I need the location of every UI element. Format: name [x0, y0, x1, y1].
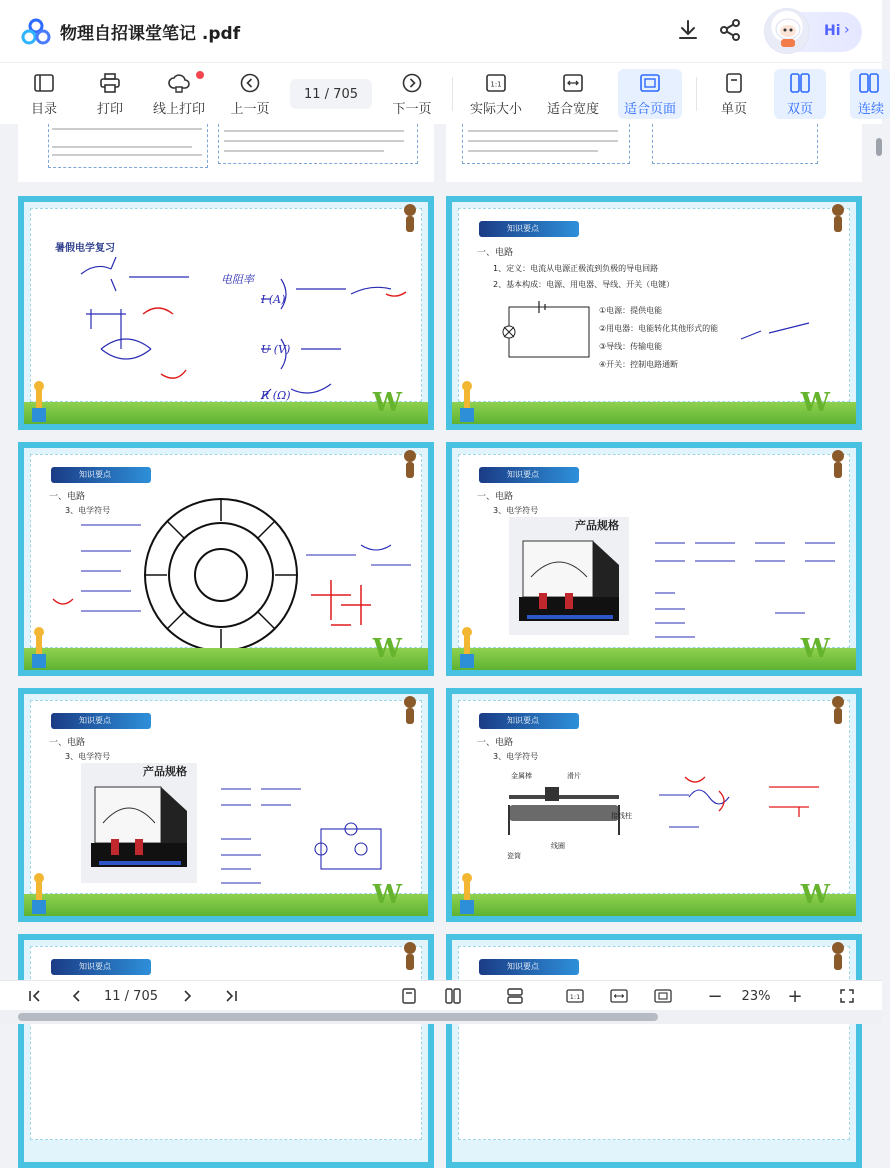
toolbar [0, 62, 885, 124]
partial-page-left [18, 124, 434, 182]
heading: 一、电路 [477, 248, 514, 258]
section-tag: 知识要点 [479, 467, 579, 483]
first-page-icon [28, 989, 42, 1003]
slide-page [18, 442, 434, 676]
continuous-label: 连续 [858, 101, 885, 117]
fit-width-icon [562, 72, 584, 94]
brand-logo: W [372, 388, 402, 418]
actual-size-small-button[interactable] [564, 981, 586, 1011]
fit-page-label: 适合页面 [623, 101, 676, 117]
chevron-left-icon [71, 989, 83, 1003]
text-line: 1、定义：电流从电源正极流到负极的导电回路 [493, 264, 659, 273]
single-page-button[interactable] [712, 63, 756, 125]
giraffe-decoration [454, 380, 480, 424]
subheading: 3、电学符号 [65, 506, 111, 515]
svg-text:电阻率: 电阻率 [221, 273, 254, 286]
plus-icon: + [787, 985, 803, 1007]
double-page-icon [445, 988, 461, 1004]
heading: 一、电路 [49, 492, 86, 502]
brand-logo: W [800, 880, 830, 910]
text-line: ②用电器：电能转化其他形式的能 [599, 324, 719, 333]
continuous-small-button[interactable] [504, 981, 526, 1011]
prev-page-button[interactable] [228, 63, 272, 125]
continuous-scroll-icon [507, 988, 523, 1004]
subheading: 3、电学符号 [493, 752, 539, 761]
text-line: ④开关：控制电路通断 [599, 360, 679, 369]
double-page-button[interactable] [774, 69, 826, 119]
fullscreen-icon [840, 989, 854, 1003]
monkey-decoration [400, 448, 420, 488]
vertical-scroll-thumb[interactable] [876, 138, 882, 156]
giraffe-decoration [454, 872, 480, 916]
section-tag: 知识要点 [479, 959, 579, 975]
fit-width-small-button[interactable] [608, 981, 630, 1011]
fit-page-button[interactable] [618, 69, 682, 119]
svg-text:1:1: 1:1 [490, 80, 502, 88]
handwriting-stroke [739, 319, 819, 349]
chevron-right-icon: › [844, 22, 850, 38]
svg-text:I (A): I (A) [261, 293, 286, 306]
online-print-label: 线上打印 [152, 101, 205, 117]
section-tag: 知识要点 [51, 467, 151, 483]
actual-size-button[interactable] [468, 63, 524, 125]
slide-page [18, 934, 434, 1168]
section-tag: 知识要点 [479, 713, 579, 729]
share-icon[interactable] [718, 18, 742, 42]
title-bar [0, 0, 882, 62]
notification-dot [196, 71, 204, 79]
first-page-button[interactable] [24, 981, 46, 1011]
document-viewport[interactable] [0, 124, 876, 980]
monkey-decoration [828, 940, 848, 980]
slide-page [446, 688, 862, 922]
voltmeter-image [81, 763, 197, 883]
heading: 一、电路 [49, 738, 86, 748]
toolbar-divider [696, 77, 697, 111]
actual-size-icon [485, 72, 507, 94]
ammeter-image [509, 517, 629, 635]
giraffe-decoration [26, 872, 52, 916]
double-page-small-button[interactable] [442, 981, 464, 1011]
fit-page-icon [639, 72, 661, 94]
circuit-diagram [499, 297, 599, 367]
toc-label: 目录 [30, 101, 57, 117]
next-page-label: 下一页 [392, 101, 432, 117]
print-button[interactable] [88, 63, 132, 125]
section-tag: 知识要点 [51, 959, 151, 975]
actual-size-icon [566, 989, 584, 1003]
page-number-input[interactable]: 11 / 705 [290, 79, 372, 109]
zoom-level[interactable]: 23% [741, 988, 771, 1004]
cloud-print-icon [168, 72, 190, 94]
section-tag: 知识要点 [479, 221, 579, 237]
svg-text:1:1: 1:1 [569, 993, 581, 1001]
slide-page [446, 934, 862, 1168]
horizontal-scroll-thumb[interactable] [18, 1013, 658, 1021]
print-label: 打印 [96, 101, 123, 117]
part-label: 瓷筒 [507, 852, 521, 860]
minus-icon: − [707, 985, 723, 1007]
monkey-decoration [400, 940, 420, 980]
slide-page [446, 196, 862, 430]
actual-size-label: 实际大小 [469, 101, 522, 117]
continuous-button[interactable] [850, 69, 890, 119]
product-title: 产品规格 [575, 519, 619, 532]
single-page-icon [723, 72, 745, 94]
vertical-scrollbar[interactable] [876, 124, 882, 980]
continuous-icon [858, 72, 880, 94]
heading: 一、电路 [477, 492, 514, 502]
last-page-icon [224, 989, 238, 1003]
handwritten-notes [649, 767, 849, 867]
giraffe-decoration [26, 626, 52, 670]
monkey-decoration [828, 694, 848, 734]
chevron-left-circle-icon [239, 72, 261, 94]
document-title: 物理自招课堂笔记 .pdf [60, 24, 241, 44]
single-page-label: 单页 [720, 101, 747, 117]
part-label: 接线柱 [611, 812, 632, 820]
toc-icon [33, 72, 55, 94]
zoom-in-button[interactable] [784, 981, 806, 1011]
part-label: 金属棒 [511, 772, 532, 780]
fit-page-small-button[interactable] [652, 981, 674, 1011]
handwritten-notes [301, 535, 421, 645]
prev-page-label: 上一页 [230, 101, 270, 117]
double-page-label: 双页 [786, 101, 813, 117]
single-page-small-button[interactable] [398, 981, 420, 1011]
monkey-decoration [828, 448, 848, 488]
product-title: 产品规格 [143, 765, 187, 778]
robot-icon [765, 9, 811, 55]
part-label: 滑片 [567, 772, 581, 780]
prev-page-small-button[interactable] [66, 981, 88, 1011]
brand-logo: W [372, 634, 402, 664]
toc-button[interactable] [22, 63, 66, 125]
symbol-wheel [141, 495, 301, 655]
last-page-button[interactable] [220, 981, 242, 1011]
assistant-avatar [764, 8, 810, 54]
partial-page-right [446, 124, 862, 182]
handwritten-notes [71, 249, 431, 402]
download-icon[interactable] [676, 18, 700, 42]
brand-logo: W [800, 388, 830, 418]
assistant-button[interactable] [768, 12, 862, 52]
text-line: ③导线：传输电能 [599, 342, 663, 351]
subheading: 3、电学符号 [65, 752, 111, 761]
handwritten-notes [51, 515, 151, 625]
monkey-decoration [400, 202, 420, 242]
horizontal-scrollbar[interactable] [0, 1010, 882, 1024]
toolbar-divider [452, 77, 453, 111]
fit-width-button[interactable] [544, 63, 602, 125]
giraffe-decoration [26, 380, 52, 424]
brand-logo: W [800, 634, 830, 664]
section-tag: 知识要点 [51, 713, 151, 729]
printer-icon [99, 72, 121, 94]
next-page-small-button[interactable] [176, 981, 198, 1011]
text-line: ①电源：提供电能 [599, 306, 663, 315]
brand-logo: W [372, 880, 402, 910]
fit-page-icon [654, 989, 672, 1003]
svg-text:R (Ω): R (Ω) [261, 389, 291, 402]
giraffe-decoration [454, 626, 480, 670]
bottom-bar [0, 980, 882, 1010]
slide-page [18, 688, 434, 922]
zoom-out-button[interactable] [704, 981, 726, 1011]
app-logo-icon [22, 18, 50, 46]
fullscreen-button[interactable] [836, 981, 858, 1011]
chevron-right-circle-icon [401, 72, 423, 94]
svg-text:U (V): U (V) [261, 343, 291, 356]
heading: 一、电路 [477, 738, 514, 748]
single-page-icon [402, 988, 416, 1004]
text-line: 2、基本构成：电源、用电器、导线、开关（电键） [493, 280, 675, 289]
subheading: 3、电学符号 [493, 506, 539, 515]
chevron-right-icon [181, 989, 193, 1003]
slide-page [446, 442, 862, 676]
next-page-button[interactable] [390, 63, 434, 125]
fit-width-icon [610, 989, 628, 1003]
double-page-icon [789, 72, 811, 94]
monkey-decoration [400, 694, 420, 734]
slide-title: 暑假电学复习 [55, 243, 115, 254]
slide-page [18, 196, 434, 430]
greeting-text: Hi [824, 23, 841, 39]
part-label: 线圈 [551, 842, 565, 850]
page-indicator[interactable]: 11 / 705 [104, 988, 158, 1004]
fit-width-label: 适合宽度 [546, 101, 599, 117]
monkey-decoration [828, 202, 848, 242]
